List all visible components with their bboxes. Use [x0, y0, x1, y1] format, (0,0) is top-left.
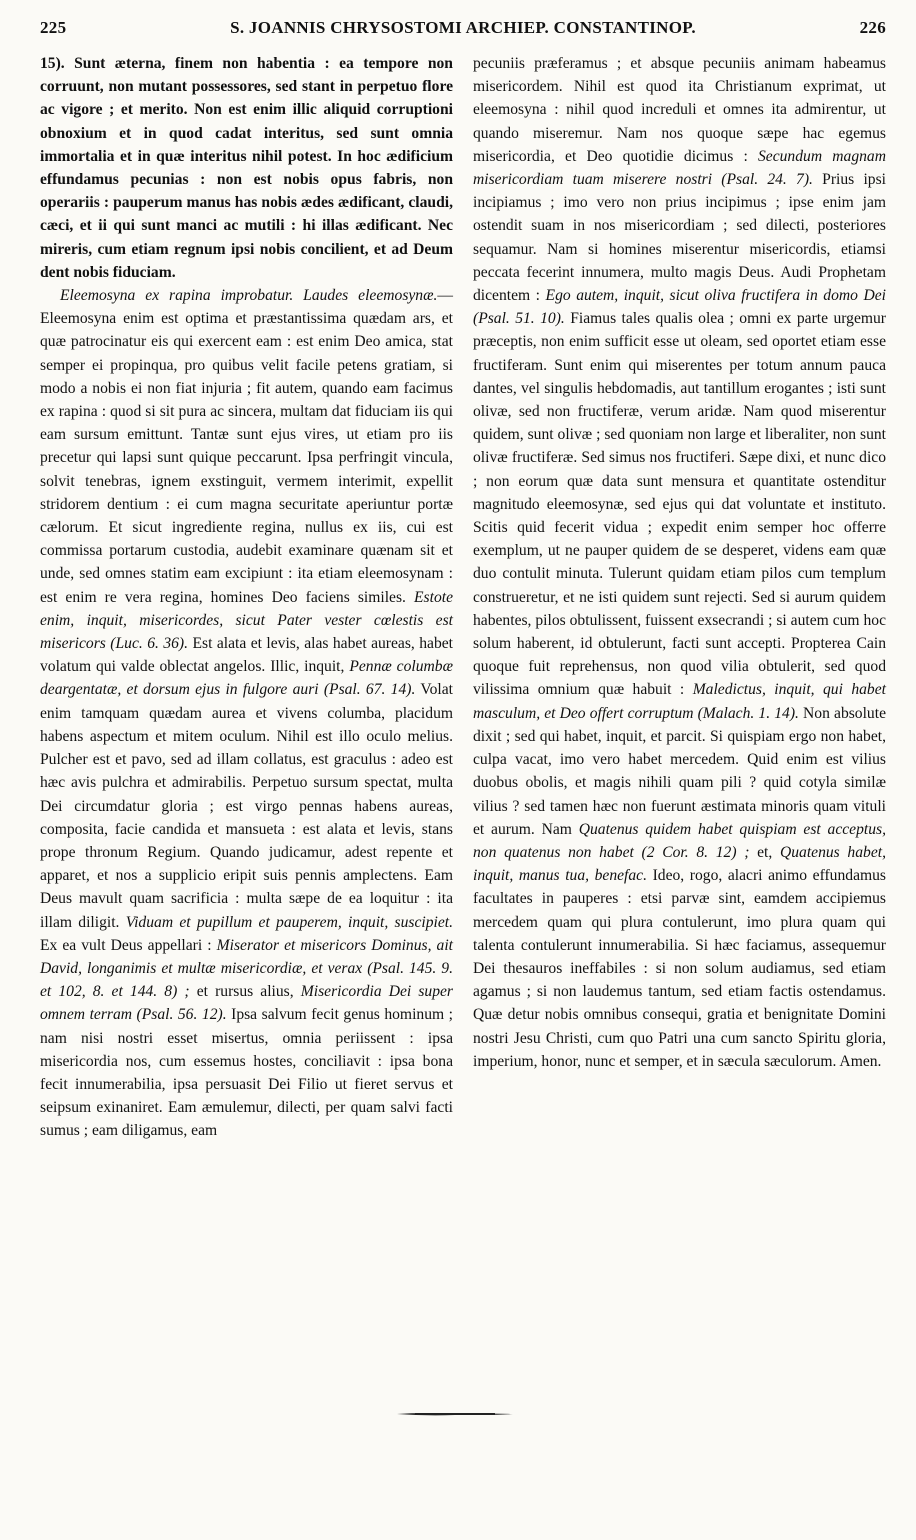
running-title: S. JOANNIS CHRYSOSTOMI ARCHIEP. CONSTANTINOP.	[230, 18, 696, 37]
quotation: Maledictus, inquit, qui habet masculum, et Deo offert corruptum (Malach. 1. 14).	[473, 681, 886, 722]
text-run: Est alata et levis, alas habet aureas, habet volatum qui valde oblectat angelos. Illic, inquit,	[40, 635, 454, 676]
paragraph	[40, 52, 453, 284]
quotation: Misericordia Dei super omnem terram (Psal. 56. 12).	[40, 983, 453, 1024]
quotation: Ego autem, inquit, sicut oliva fructifera in domo Dei (Psal. 51. 10).	[473, 287, 886, 328]
section-heading: Eleemosyna ex rapina improbatur. Laudes eleemosynæ.	[60, 287, 438, 305]
text-run: 15). Sunt æterna, finem non habentia : ea tempore non corruunt, non mutant possessores, sed stant in perpetuo flore ac vigore ; et merito. Non est enim illic aliquid corruptioni obnoxium et in quod cadat interitus, sed sunt omnia immortalia et in quæ interitus nihil potest. In hoc ædificium effundamus pecunias : non est nobis opus fabris, non operariis : pauperum manus has nobis ædes ædificant, claudi, cæci, et ii qui sunt manci ac mutili : hi illas ædificant. Nec mireris, cum etiam regnum ipsi nobis concilient, et ad Deum dent nobis fiduciam.	[40, 55, 453, 281]
quotation: Miserator et misericors Dominus, ait David, longanimis et multæ misericordiæ, et verax (Psal. 145. 9. et 102, 8. et 144. 8) ;	[40, 936, 453, 1001]
quotation: Pennæ columbæ deargentatæ, et dorsum ejus in fulgore auri (Psal. 67. 14).	[40, 658, 453, 699]
paragraph	[40, 284, 453, 1143]
left-column	[40, 52, 453, 1143]
paragraph	[473, 52, 886, 1073]
text-run: Fiamus tales qualis olea ; omni ex parte urgemur præceptis, non enim sufficit esse ut oleam, sed oportet etiam esse fructiferam. Sunt enim qui miserentes per totum annum pauca dantes, vel singulis hebdomadis, aut tantillum erogantes ; isti sunt olivæ, sed non fructiferæ, verum aridæ. Nam quod miserentur quidem, sunt olivæ ; sed quoniam non large et liberaliter, non sunt olivæ fructiferæ. Sed simus nos fructiferi. Sæpe dixi, et nunc dico ; non eorum quæ data sunt mensura et quantitate ostenditur magnitudo eleemosynæ, sed ejus qui dat voluntate et instituto. Scitis quid fecerit vidua ; expedit enim semper hoc offerre exemplum, ut ne pauper quidem de se desperet, videns eam quæ duo contulit minuta. Tulerunt quidam etiam pilos cum templum construeretur, et ne isti quidem sunt rejecti. Sed si aurum quidem habentes, pilos obtulissent, fuissent exsecrandi ; si autem cum hoc solum haberent, id obtulerunt, facti sunt accepti. Propterea Cain quoque fuit reprehensus, non quod vilia obtulerit, sed quod vilissima omnium quæ habuit :	[473, 310, 886, 699]
text-run: et rursus alius,	[196, 983, 294, 1001]
right-column	[473, 52, 886, 1143]
text-run: Ipsa salvum fecit genus hominum ; nam nisi nostri esset misertus, omnia periissent : ipsa misericordia nos, cum essemus hostes, conciliavit : ipsa bona fecit innumerabilia, ipsa persuasit Dei Filio ut fieret servus et seipsum exinaniret. Eam æmulemur, dilecti, per quam salvi facti sumus ; eam diligamus, eam	[40, 1006, 453, 1140]
text-run: Volat enim tamquam quædam aurea et vivens columba, placidum habens aspectum et mitem oculum. Nihil est illo oculo melius. Pulcher est et pavo, sed ad illam collatus, est graculus : adeo est hæc avis pulchra et admirabilis. Perpetuo sursum spectat, multa Dei circumdatur gloria ; est virgo pennas habens aureas, composita, facie candida et mansueta : est alata et levis, stans prope thronum Regium. Quando judicamur, adest repente et apparet, et nos a supplicio eripit suis pennis amplectens. Eam Deus mavult quam sacrificia : multa sæpe de ea loquitur : ita illam diligit.	[40, 681, 453, 931]
text-run: et,	[757, 843, 773, 861]
text-run: pecuniis præferamus ; et absque pecuniis animam habeamus misericordem. Nihil est quod ita Christianum exprimat, ut eleemosyna : nihil quod increduli et omnes ita admirentur, ut quando miseremur. Nam nos quoque sæpe hac egemus misericordia, et Deo quotidie dicimus :	[473, 55, 886, 165]
text-run: Non absolute dixit ; sed qui habet, inquit, et parcit. Si quispiam ergo non habet, culpa vacat, imo vero habet mercedem. Quid enim est vilius duobus obolis, et magis nihili quam pili ? quid cotyla similæ vilius ? sed tamen hæc non fuerunt æstimata minoris quam vituli et aurum. Nam	[473, 704, 886, 838]
text-run: Ex ea vult Deus appellari :	[40, 936, 212, 954]
text-run: —Eleemosyna enim est optima et præstantissima quædam ars, et quæ patrocinatur eis qui exercent eam : est enim Deo amica, stat semper ei propinqua, pro quibus velit facile petens gratiam, si modo a nobis ei non fiat injuria ; fit autem, quando eam facimus ex rapina : quod si sit pura ac sincera, multam dat fiduciam iis qui eam sursum emittunt. Tantæ sunt ejus vires, ut etiam pro iis precetur qui lapsi sunt quique peccarunt. Ipsa perfringit vincula, solvit tenebras, ignem exstinguit, vermem interimit, expellit stridorem dentium : ei cum magna securitate aperiuntur portæ cælorum. Et sicut ingrediente regina, nullus ex iis, cui est commissa portarum custodia, audebit examinare quænam sit et unde, sed omnes statim eam excipiunt : ita etiam eleemosynam : est enim re vera regina, homines Deo faciens similes.	[40, 287, 453, 606]
text-run: Prius ipsi incipiamus ; imo vero non prius incipimus ; ipse enim jam ostendit suam in nos misericordiam ; sed dilecti, posteriores sequamur. Nam si homines miserentur misericordis, etiamsi peccata fecerint innumera, multo magis Deus. Audi Prophetam dicentem :	[473, 171, 886, 305]
text-columns	[40, 52, 886, 1143]
quotation: Estote enim, inquit, misericordes, sicut Pater vester cœlestis est misericors (Luc. 6. 36).	[40, 588, 453, 653]
quotation: Viduam et pupillum et pauperem, inquit, suscipiet.	[125, 913, 453, 931]
quotation: Quatenus habet, inquit, manus tua, benefac.	[473, 843, 886, 885]
quotation: Secundum magnam misericordiam tuam miserere nostri (Psal. 24. 7).	[473, 147, 886, 189]
end-ornament	[395, 1410, 515, 1418]
text-run: Ideo, rogo, alacri animo effundamus facultates in pauperes : etsi parvæ sint, eamdem accipiemus mercedem quam qui plura contulerunt, imo plura quam qui talenta contulerunt innumerabilia. Si hæc faciamus, assequemur Dei thesauros ineffabiles : si non solum audiamus, sed etiam agamus ; si non laudemus tantum, sed etiam factis ostendamus. Quæ detur nobis omnibus consequi, gratia et benignitate Domini nostri Jesu Christi, cum quo Patri una cum sancto Spiritu gloria, imperium, honor, nunc et semper, et in sæcula sæculorum. Amen.	[473, 867, 886, 1070]
page-number-left: 225	[40, 18, 67, 37]
page-number-right: 226	[859, 18, 886, 37]
quotation: Quatenus quidem habet quispiam est acceptus, non quatenus non habet (2 Cor. 8. 12) ;	[473, 820, 886, 861]
running-header	[40, 18, 886, 52]
